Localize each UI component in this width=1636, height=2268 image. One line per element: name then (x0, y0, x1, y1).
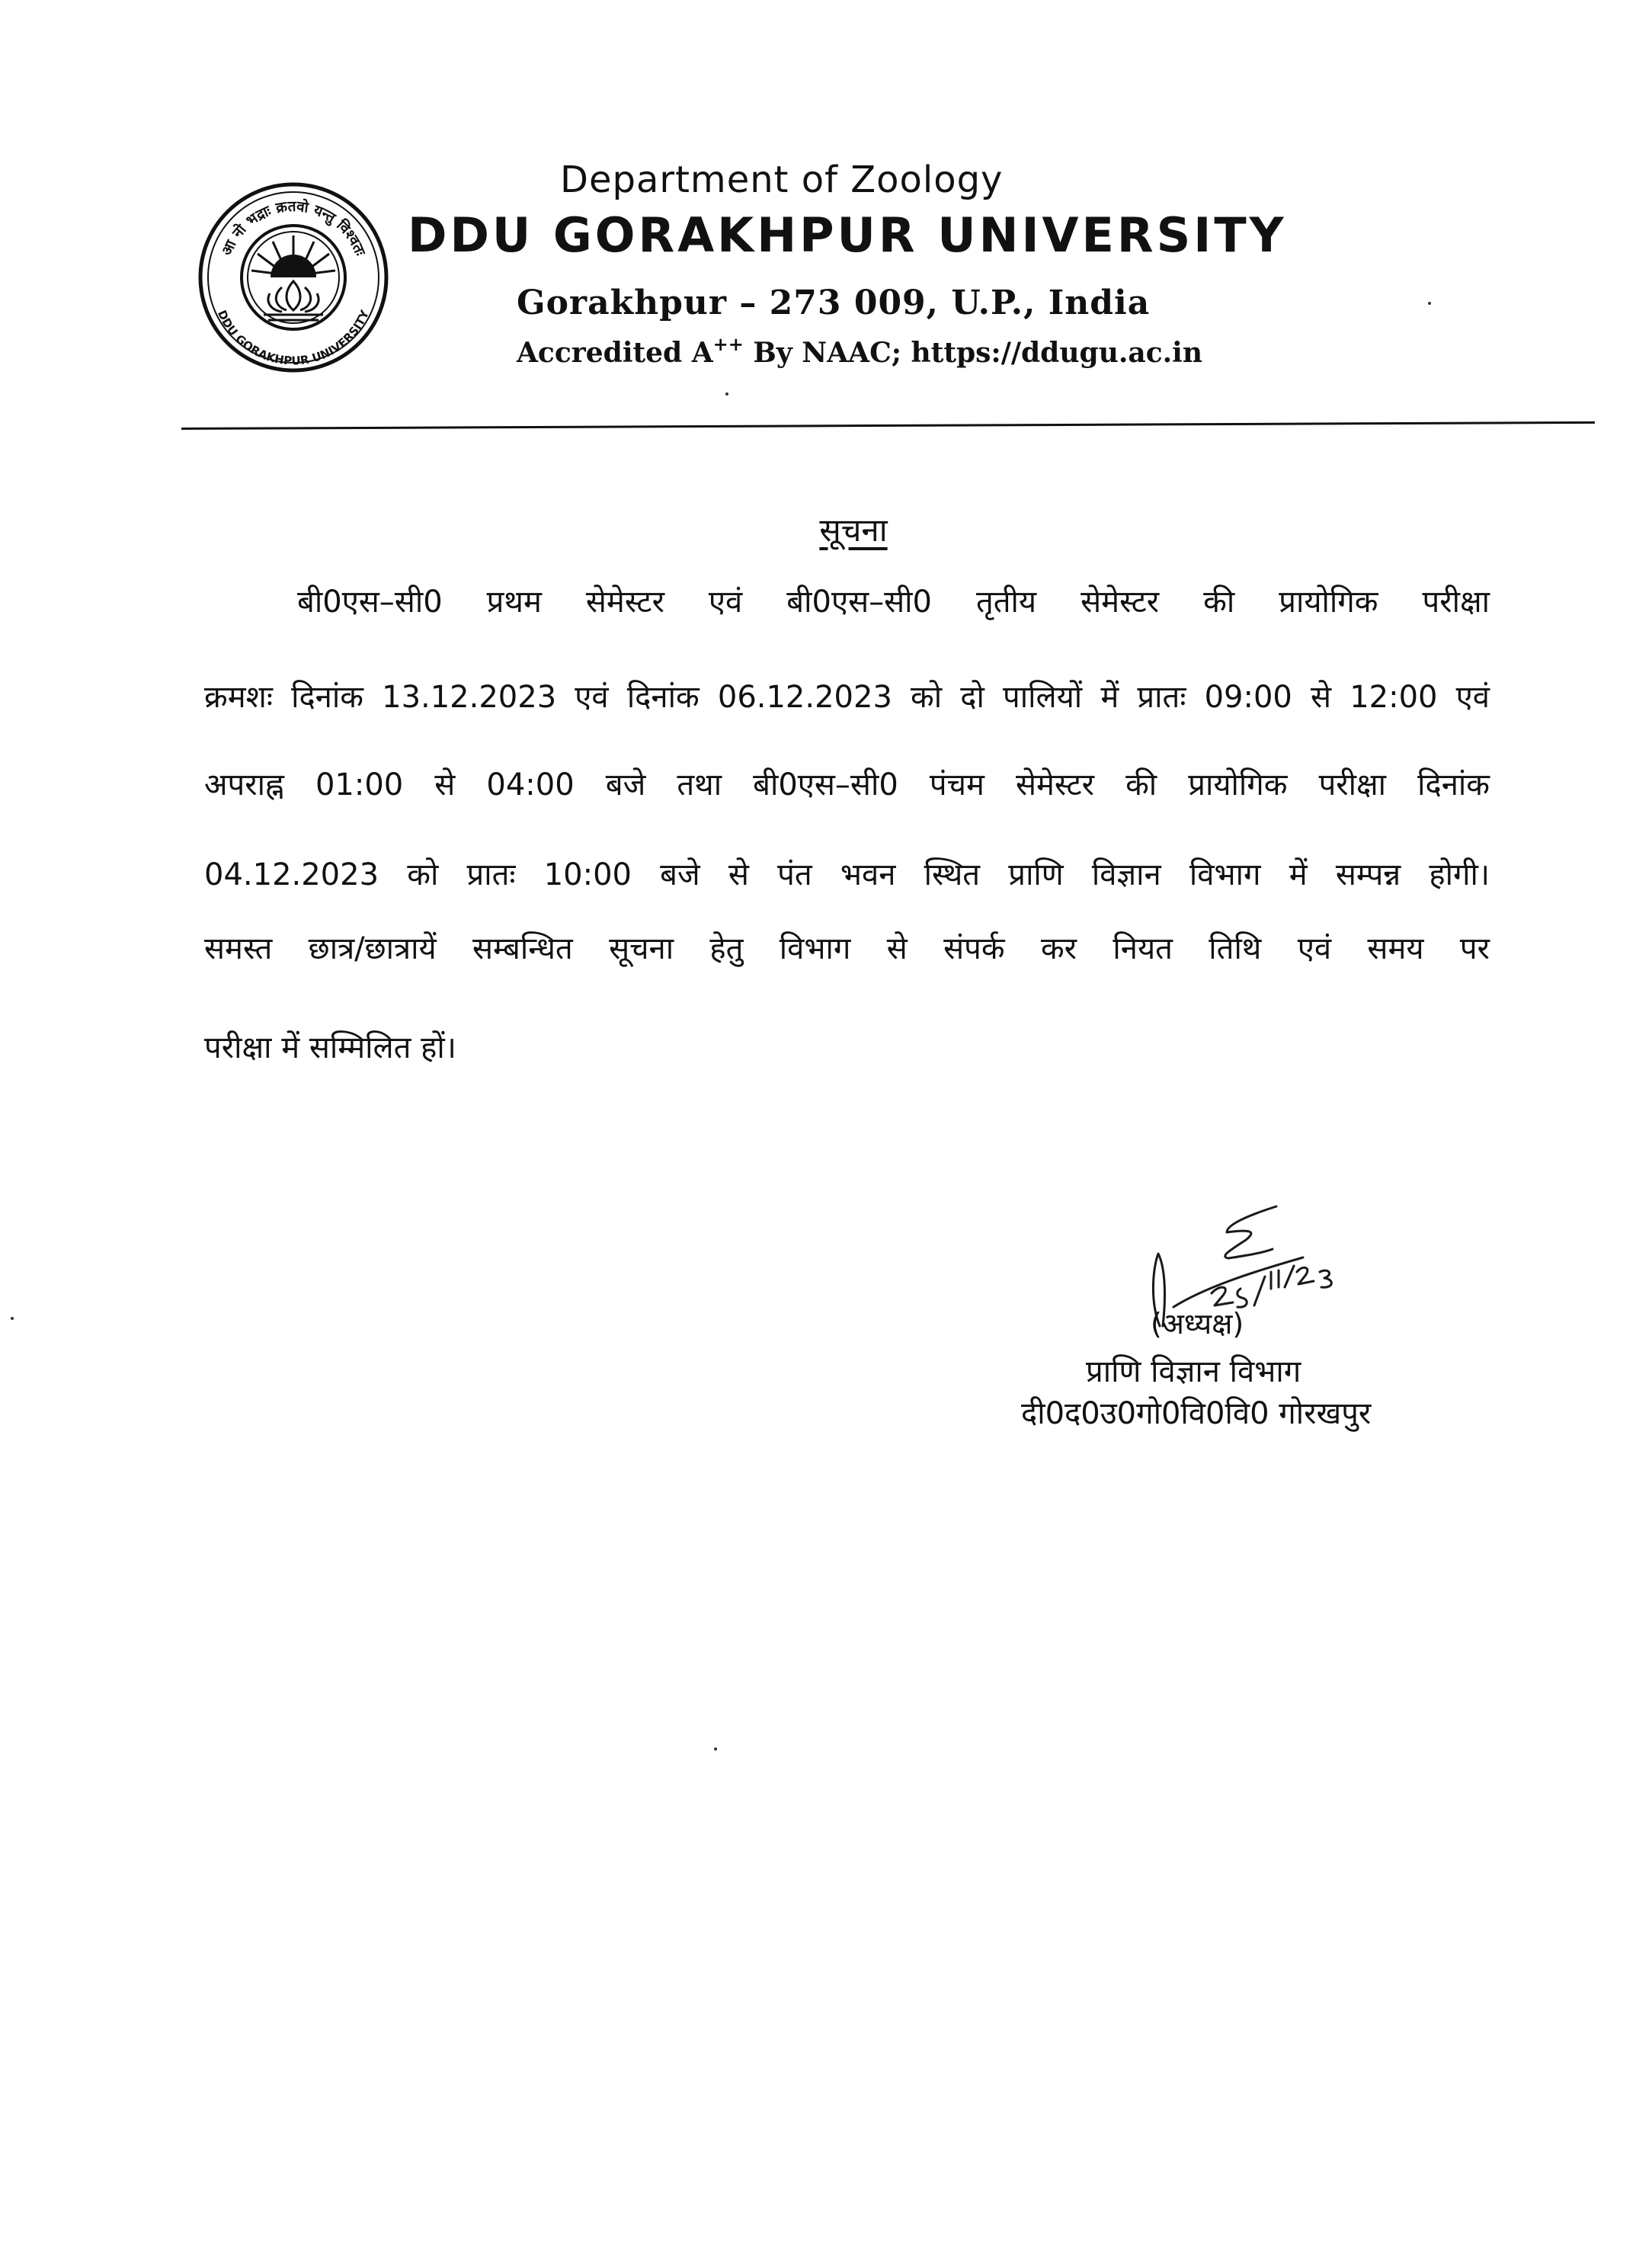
notice-title: सूचना (819, 511, 888, 549)
seal-university-name: DDU GORAKHPUR UNIVERSITY (214, 308, 372, 368)
notice-line: क्रमशः दिनांक 13.12.2023 एवं दिनांक 06.12.2023 को दो पालियों में प्रातः 09:00 से 12:00 एवं (204, 680, 1490, 715)
notice-line: बी0एस–सी0 प्रथम सेमेस्टर एवं बी0एस–सी0 तृतीय सेमेस्टर की प्रायोगिक परीक्षा (297, 585, 1490, 620)
university-seal-logo (197, 181, 390, 374)
scan-speck (1428, 302, 1431, 305)
department-name: Department of Zoology (560, 159, 1004, 201)
signatory-department: प्राणि विज्ञान विभाग (1086, 1354, 1301, 1389)
seal-motto: आ नो भद्राः क्रतवो यन्तु विश्वतः (218, 197, 369, 258)
university-name: DDU GORAKHPUR UNIVERSITY (408, 207, 1287, 263)
accreditation-grade: ++ (712, 333, 744, 355)
header-divider (181, 421, 1595, 430)
notice-line: अपराह्न 01:00 से 04:00 बजे तथा बी0एस–सी0 पंचम सेमेस्टर की प्रायोगिक परीक्षा दिनांक (204, 767, 1490, 802)
scan-speck (11, 1317, 14, 1320)
accreditation-suffix: By NAAC; https://ddugu.ac.in (743, 337, 1203, 369)
scan-speck (725, 392, 728, 396)
accreditation-prefix: Accredited A (517, 337, 713, 369)
signatory-university: दी0द0उ0गो0वि0वि0 गोरखपुर (1021, 1396, 1372, 1431)
scan-speck (714, 1747, 717, 1751)
notice-line: समस्त छात्र/छात्रायें सम्बन्धित सूचना हेतु विभाग से संपर्क कर नियत तिथि एवं समय पर (204, 931, 1490, 966)
university-address: Gorakhpur – 273 009, U.P., India (517, 284, 1151, 322)
notice-line: 04.12.2023 को प्रातः 10:00 बजे से पंत भवन स्थित प्राणि विज्ञान विभाग में सम्पन्न होगी। (204, 857, 1490, 892)
notice-line: परीक्षा में सम्मिलित हों। (204, 1030, 456, 1065)
accreditation-line (517, 333, 1203, 369)
svg-text:DDU GORAKHPUR UNIVERSITY (215, 307, 372, 367)
signatory-designation: (अध्यक्ष) (1151, 1307, 1244, 1341)
